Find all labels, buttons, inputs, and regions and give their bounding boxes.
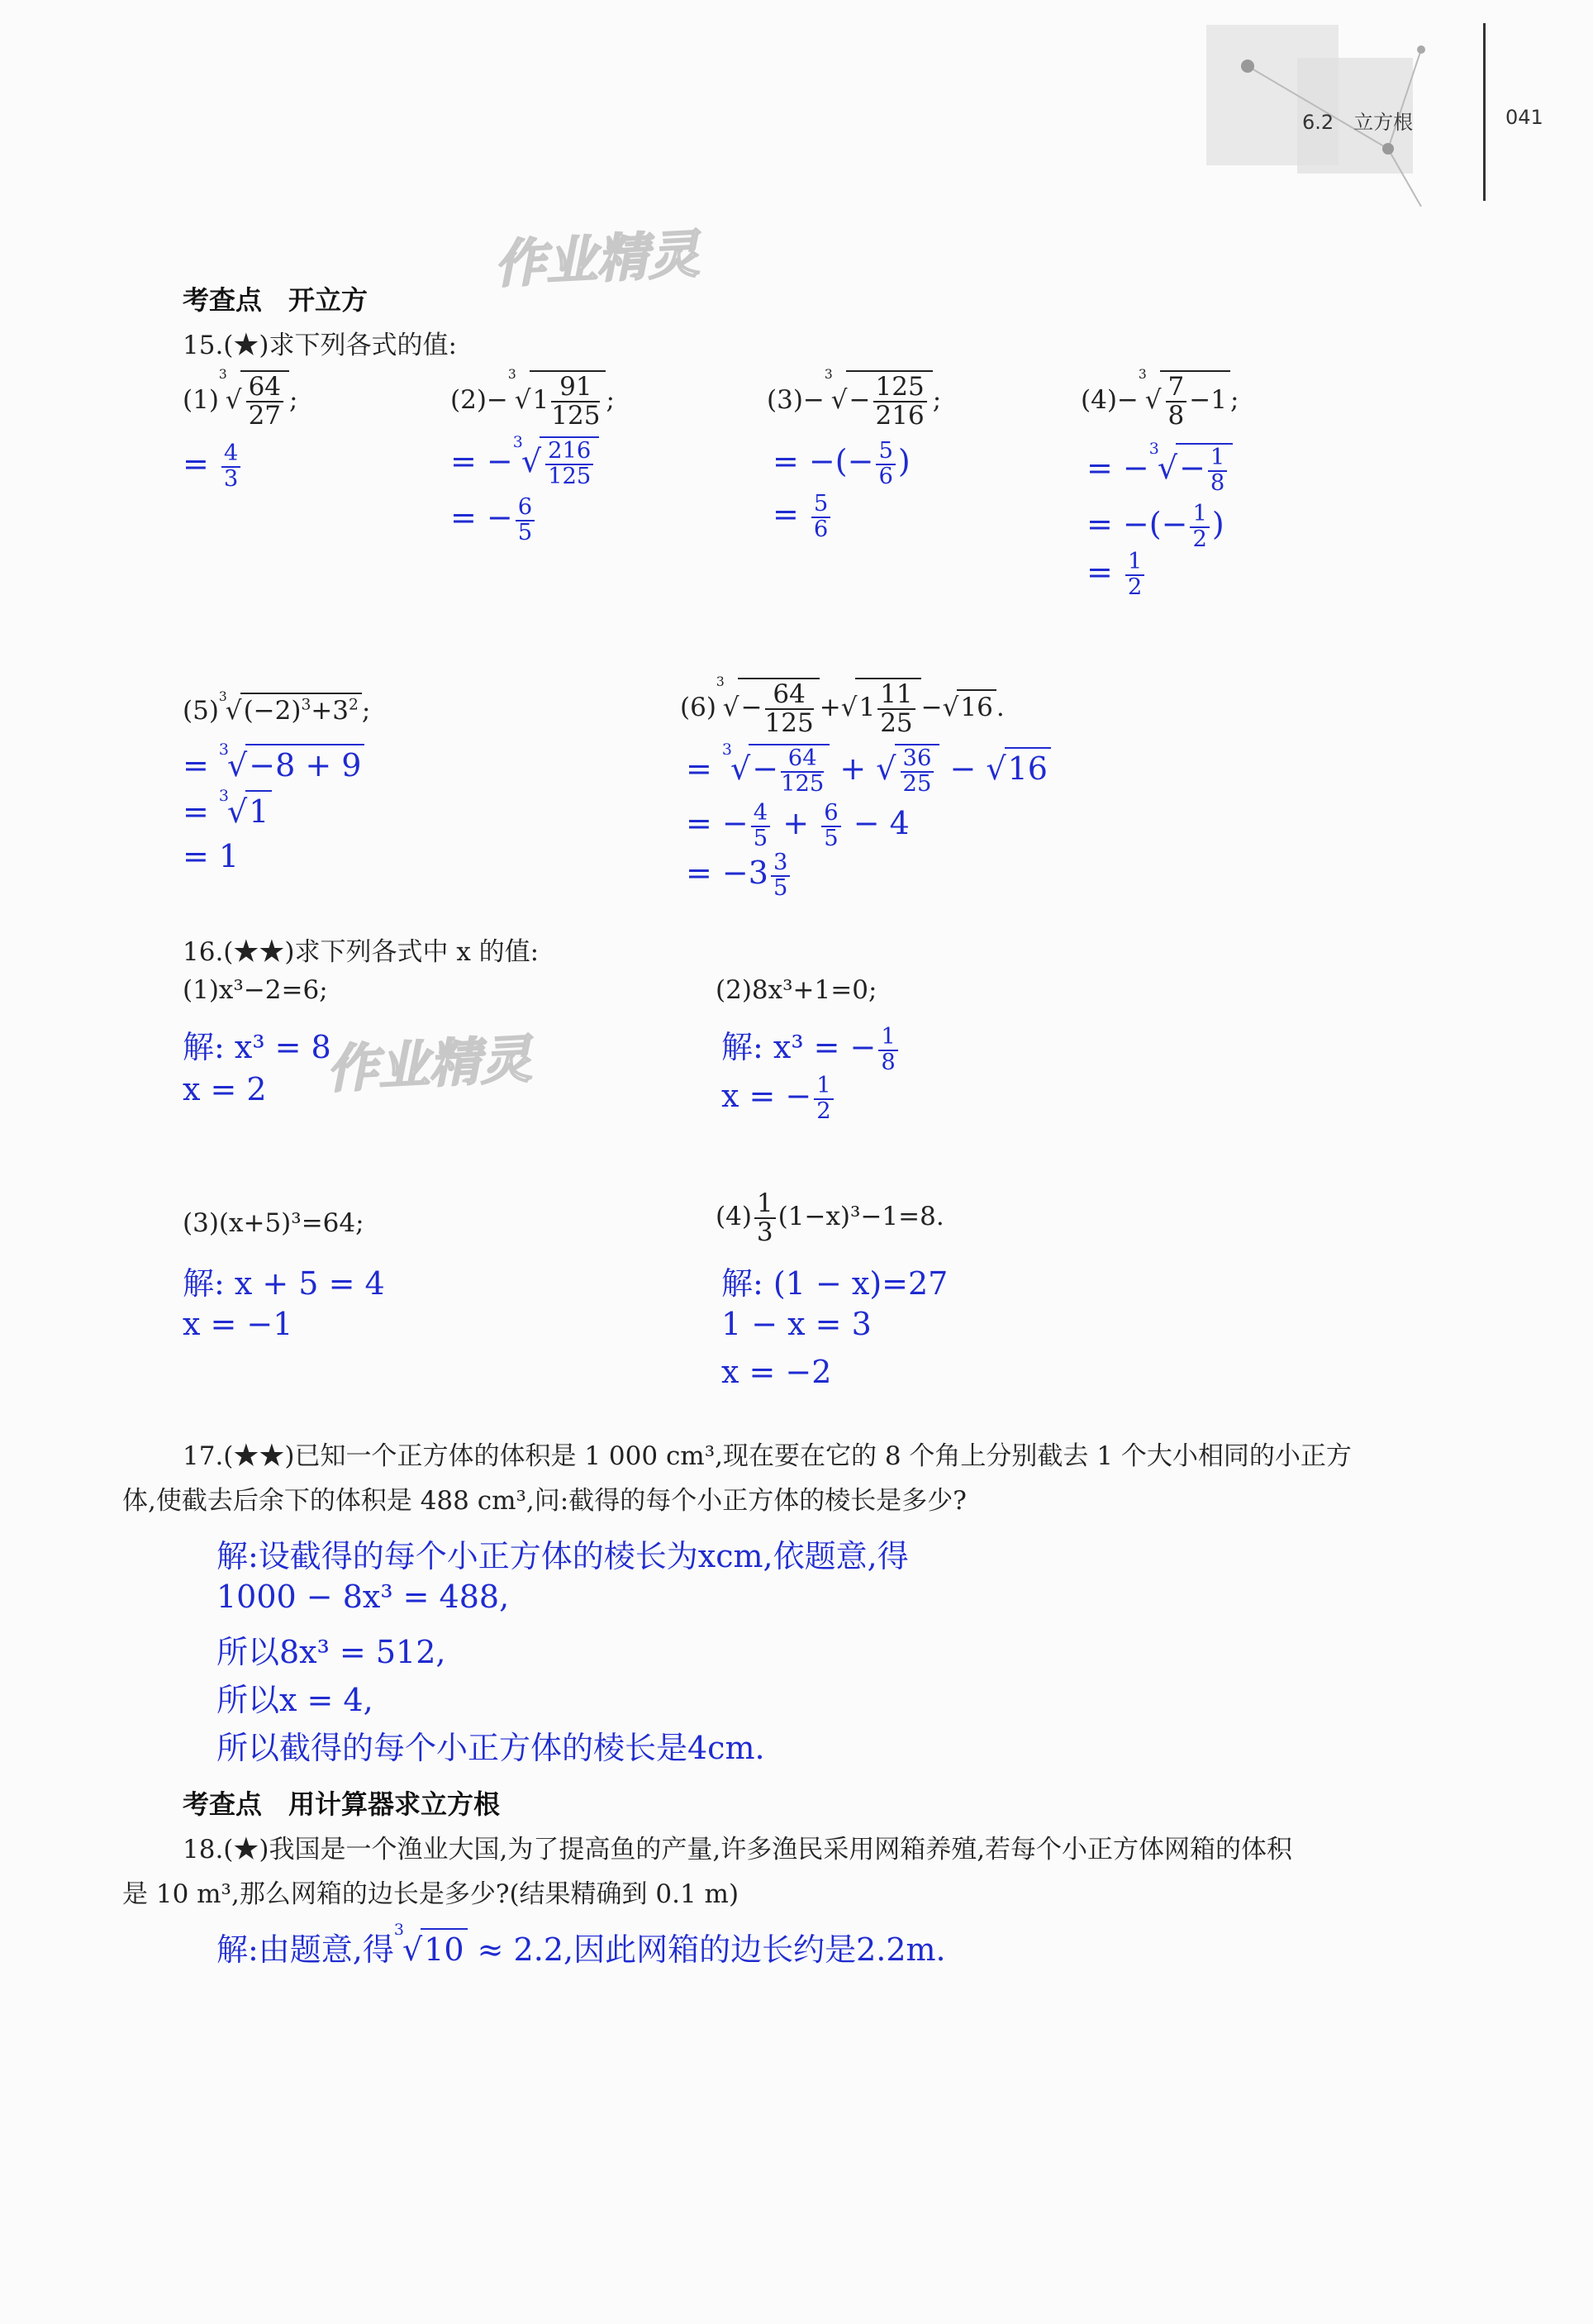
section-title-calculator: 考查点 用计算器求立方根 [183,1788,501,1820]
q16-part3: (3)(x+5)³=64; [183,1208,364,1238]
q17-stem-line2: 体,使截去后余下的体积是 488 cm³,问:截得的每个小正方体的棱长是多少? [122,1486,967,1516]
q16-answer1-line1: 解: x³ = 8 [183,1029,331,1065]
q17-answer-line4: 所以x = 4, [216,1682,373,1718]
q15-answer2-line2: = − $\frac{6}{5}$ [450,496,537,545]
q16-answer4-line1: 解: (1 − x)=27 [721,1265,949,1302]
section-title-cube-root: 考查点 开立方 [183,284,369,316]
page-number: 041 [1505,106,1543,129]
q17-answer-line2: 1000 − 8x³ = 488, [216,1579,510,1615]
q15-answer2-line1: = −$^3$√ $\frac{216}{125}$ [450,436,599,488]
q16-part2: (2)8x³+1=0; [716,975,877,1005]
q16-part1: (1)x³−2=6; [183,975,328,1005]
q15-answer6-line2: = − $\frac{4}{5}$ + $\frac{6}{5}$ − 4 [686,800,910,851]
q15-stem: 15.(★)求下列各式的值: [183,331,457,360]
q15-part5: $(5)^3√(-2)^3+3^2$ ; [183,689,371,726]
q15-answer6-line1: = $^3$√− $\frac{64}{125}$ + √ $\frac{36}{25}$ − √16 [686,744,1051,796]
watermark-text: 作业精灵 [325,1028,534,1100]
q15-part1: $(1)^3√$ $\frac{64}{27}$ ; [183,367,298,431]
q16-answer2-line2: x = − $\frac{1}{2}$ [721,1074,836,1123]
q15-answer5-line1: = $^3$√−8 + 9 [183,744,364,783]
q15-part3: (3)−$^3$√− $\frac{125}{216}$ ; [767,367,942,431]
q16-answer3-line1: 解: x + 5 = 4 [183,1265,385,1302]
watermark-text: 作业精灵 [492,223,701,295]
q15-answer6-line3: = −3 $\frac{3}{5}$ [686,851,792,900]
header-section-title: 6.2 立方根 [1302,111,1414,134]
q16-answer3-line2: x = −1 [183,1306,293,1342]
q15-answer3-line2: = $\frac{5}{6}$ [773,493,833,541]
q15-part2: (2)−$^3$√1 $\frac{91}{125}$ ; [450,367,615,431]
q15-part6: $(6)^3√-$ $\frac{64}{125}$ +√1 $\frac{11}{25}$ −√16 . [680,674,1005,738]
q15-answer4-line3: = $\frac{1}{2}$ [1087,550,1147,599]
header-divider [1483,23,1486,201]
q15-answer1: = $\frac{4}{3}$ [183,442,243,491]
q16-answer4-line3: x = −2 [721,1354,832,1390]
q18-stem-line2: 是 10 m³,那么网箱的边长是多少?(结果精确到 0.1 m) [122,1879,739,1909]
q17-answer-line3: 所以8x³ = 512, [216,1634,446,1670]
q15-answer5-line2: = $^3$√1 [183,790,272,830]
q16-part4: (4) $\frac{1}{3}$ (1−x)³−1=8. [716,1188,944,1247]
q17-stem-line1: 17.(★★)已知一个正方体的体积是 1 000 cm³,现在要在它的 8 个角上分别截去 1 个大小相同的小正方 [183,1441,1352,1471]
q18-answer: 解:由题意,得$^3$√10 ≈ 2.2,因此网箱的边长约是2.2m. [216,1921,946,1968]
q18-stem-line1: 18.(★)我国是一个渔业大国,为了提高鱼的产量,许多渔民采用网箱养殖,若每个小正方体网箱的体积 [183,1835,1293,1864]
q17-answer-line1: 解:设截得的每个小正方体的棱长为xcm,依题意,得 [216,1538,909,1574]
q16-answer1-line2: x = 2 [183,1071,267,1107]
q16-stem: 16.(★★)求下列各式中 x 的值: [183,937,540,967]
q16-answer2-line1: 解: x³ = − $\frac{1}{8}$ [721,1022,901,1074]
q15-answer4-line1: = −$^3$√− $\frac{1}{8}$ [1087,443,1233,495]
q16-answer4-line2: 1 − x = 3 [721,1306,872,1342]
q15-answer5-line3: = 1 [183,838,240,874]
q17-answer-line5: 所以截得的每个小正方体的棱长是4cm. [216,1730,765,1766]
q15-answer4-line2: = −(− $\frac{1}{2}$ ) [1087,501,1224,552]
q15-part4: (4)−$^3$√ $\frac{7}{8}$ −1 ; [1081,367,1239,431]
q15-answer3-line1: = −(− $\frac{5}{6}$ ) [773,438,911,489]
